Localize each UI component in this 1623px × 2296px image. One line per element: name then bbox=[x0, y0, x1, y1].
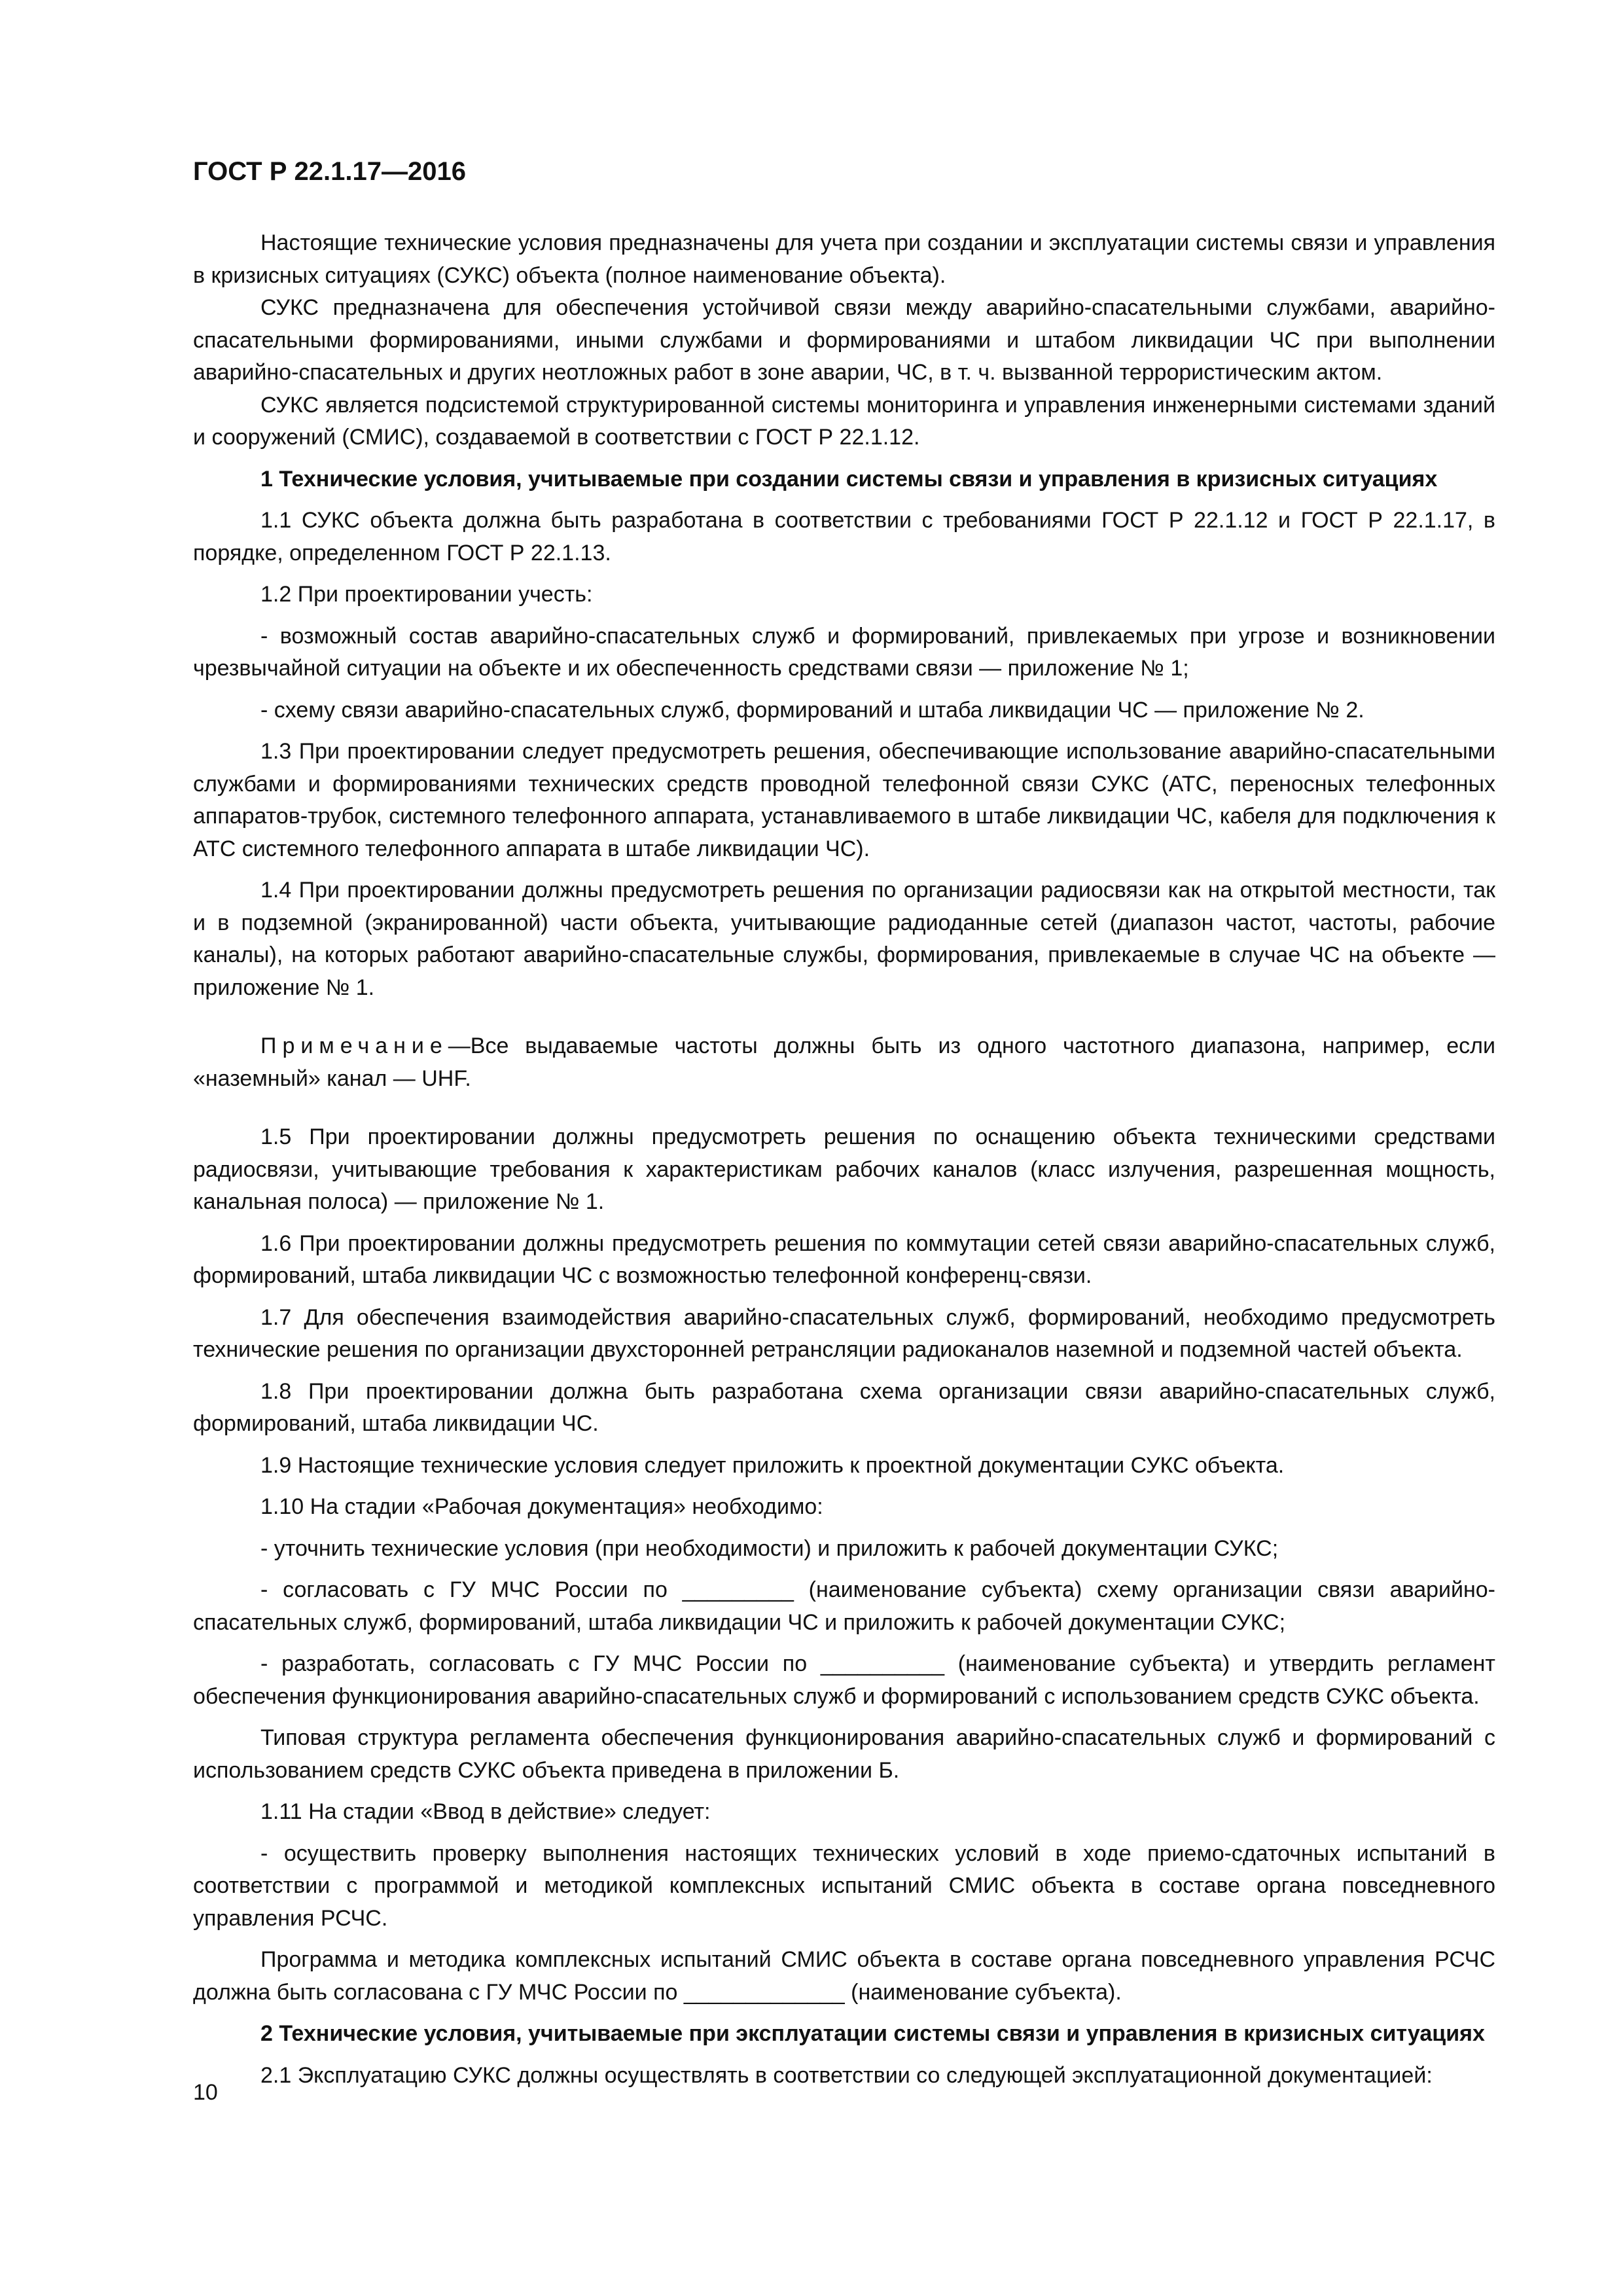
clause-1-11-program: Программа и методика комплексных испытаний СМИС объекта в составе органа повседневного управления РСЧС должна быть согласована с ГУ МЧС России по _____________ (наименование субъекта). bbox=[193, 1947, 1495, 2005]
clause-1-4: 1.4 При проектировании должны предусмотреть решения по организации радиосвязи как на открытой местности, так и в подземной (экранированной) части объекта, учитывающие радиоданные сетей (диапазон частот, частоты, рабочие каналы), на которых работают аварийно-спасательные службы, формирования, привлекаемые в случае ЧС на объекте — приложение № 1. bbox=[193, 878, 1495, 1000]
clause-1-8: 1.8 При проектировании должна быть разработана схема организации связи аварийно-спасательных служб, формирований, штаба ликвидации ЧС. bbox=[193, 1378, 1495, 1436]
clause-1-10: 1.10 На стадии «Рабочая документация» необходимо: bbox=[260, 1494, 823, 1519]
section-1-heading: 1 Технические условия, учитываемые при создании системы связи и управления в кризисных ситуациях bbox=[260, 466, 1438, 492]
section-2-heading: 2 Технические условия, учитываемые при эксплуатации системы связи и управления в кризисных ситуациях bbox=[260, 2021, 1485, 2046]
note-label: Примечание bbox=[260, 1033, 448, 1058]
clause-1-10-item-c: - разработать, согласовать с ГУ МЧС России по __________ (наименование субъекта) и утвердить регламент обеспечения функционирования аварийно-спасательных служб и формирований с использованием средств СУКС объекта. bbox=[193, 1651, 1495, 1709]
clause-1-2: 1.2 При проектировании учесть: bbox=[260, 582, 593, 607]
clause-1-6: 1.6 При проектировании должны предусмотреть решения по коммутации сетей связи аварийно-спасательных служб, формирований, штаба ликвидации ЧС с возможностью телефонной конференц-связи. bbox=[193, 1230, 1495, 1288]
clause-1-11: 1.11 На стадии «Ввод в действие» следует: bbox=[260, 1799, 711, 1824]
intro-paragraph-2: СУКС предназначена для обеспечения устойчивой связи между аварийно-спасательными службами, аварийно-спасательными формированиями, иными службами и формированиями и штабом ликвидации ЧС при выполнении аварийно-спасательных и других неотложных работ в зоне аварии, ЧС, в т. ч. вызванной террористическим актом. bbox=[193, 295, 1495, 385]
clause-1-10-item-a: - уточнить технические условия (при необходимости) и приложить к рабочей документации СУКС; bbox=[260, 1535, 1279, 1561]
note-text: —Все выдаваемые частоты должны быть из одного частотного диапазона, например, если «наземный» канал — UHF. bbox=[193, 1033, 1495, 1091]
clause-1-2-item-a: - возможный состав аварийно-спасательных служб и формирований, привлекаемых при угрозе и возникновении чрезвычайной ситуации на объекте и их обеспеченность средствами связи — приложение № 1; bbox=[193, 623, 1495, 681]
note-paragraph bbox=[193, 1030, 1495, 1095]
clause-1-1: 1.1 СУКС объекта должна быть разработана в соответствии с требованиями ГОСТ Р 22.1.12 и ГОСТ Р 22.1.17, в порядке, определенном ГОСТ Р 22.1.13. bbox=[193, 508, 1495, 565]
clause-2-1: 2.1 Эксплуатацию СУКС должны осуществлять в соответствии со следующей эксплуатационной документацией: bbox=[260, 2062, 1433, 2088]
document-page bbox=[193, 157, 1495, 2092]
clause-1-9: 1.9 Настоящие технические условия следует приложить к проектной документации СУКС объекта. bbox=[260, 1452, 1285, 1478]
intro-paragraph-3: СУКС является подсистемой структурированной системы мониторинга и управления инженерными системами зданий и сооружений (СМИС), создаваемой в соответствии с ГОСТ Р 22.1.12. bbox=[193, 392, 1495, 450]
clause-1-7: 1.7 Для обеспечения взаимодействия аварийно-спасательных служб, формирований, необходимо предусмотреть технические решения по организации двухсторонней ретрансляции радиоканалов наземной и подземной частей объекта. bbox=[193, 1304, 1495, 1362]
clause-1-10-item-b: - согласовать с ГУ МЧС России по _________ (наименование субъекта) схему организации связи аварийно-спасательных служб, формирований, штаба ликвидации ЧС и приложить к рабочей документации СУКС; bbox=[193, 1577, 1495, 1635]
intro-paragraph-1: Настоящие технические условия предназначены для учета при создании и эксплуатации системы связи и управления в кризисных ситуациях (СУКС) объекта (полное наименование объекта). bbox=[193, 230, 1495, 288]
clause-1-10-structure: Типовая структура регламента обеспечения функционирования аварийно-спасательных служб и формирований с использованием средств СУКС объекта приведена в приложении Б. bbox=[193, 1725, 1495, 1783]
page-number: 10 bbox=[193, 2080, 218, 2105]
clause-1-2-item-b: - схему связи аварийно-спасательных служб, формирований и штаба ликвидации ЧС — приложение № 2. bbox=[260, 697, 1364, 723]
clause-1-5: 1.5 При проектировании должны предусмотреть решения по оснащению объекта техническими средствами радиосвязи, учитывающие требования к характеристикам рабочих каналов (класс излучения, разрешенная мощность, канальная полоса) — приложение № 1. bbox=[193, 1124, 1495, 1214]
clause-1-3: 1.3 При проектировании следует предусмотреть решения, обеспечивающие использование аварийно-спасательными службами и формированиями технических средств проводной телефонной связи СУКС (АТС, переносных телефонных аппаратов-трубок, системного телефонного аппарата, устанавливаемого в штабе ликвидации ЧС, кабеля для подключения к АТС системного телефонного аппарата в штабе ликвидации ЧС). bbox=[193, 739, 1495, 861]
clause-1-11-item-a: - осуществить проверку выполнения настоящих технических условий в ходе приемо-сдаточных испытаний в соответствии с программой и методикой комплексных испытаний СМИС объекта в составе органа повседневного управления РСЧС. bbox=[193, 1840, 1495, 1931]
document-header: ГОСТ Р 22.1.17—2016 bbox=[193, 157, 466, 186]
